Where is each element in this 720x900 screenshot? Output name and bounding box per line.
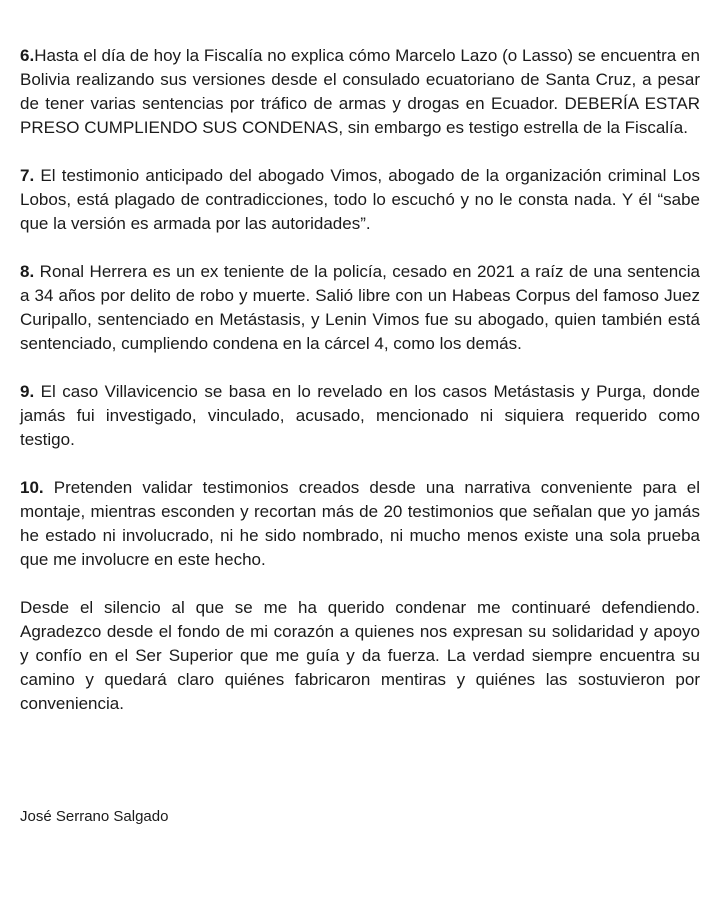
document-body [20, 44, 700, 740]
paragraph-text: Hasta el día de hoy la Fiscalía no explica cómo Marcelo Lazo (o Lasso) se encuentra en Bolivia realizando sus versiones desde el consulado ecuatoriano de Santa Cruz, a pesar de tener varias sentencias por tráfico de armas y drogas en Ecuador. DEBERÍA ESTAR PRESO CUMPLIENDO SUS CONDENAS, sin embargo es testigo estrella de la Fiscalía. [20, 46, 700, 137]
paragraph-6 [20, 44, 700, 140]
paragraph-text: Ronal Herrera es un ex teniente de la policía, cesado en 2021 a raíz de una sentencia a 34 años por delito de robo y muerte. Salió libre con un Habeas Corpus del famoso Juez Curipallo, sentenciado en Metástasis, y Lenin Vimos fue su abogado, quien también está sentenciado, cumpliendo condena en la cárcel 4, como los demás. [20, 262, 700, 353]
signature: José Serrano Salgado [20, 808, 169, 825]
paragraph-text: El caso Villavicencio se basa en lo revelado en los casos Metástasis y Purga, donde jamás fui investigado, vinculado, acusado, mencionado ni siquiera requerido como testigo. [20, 382, 700, 449]
paragraph-text: El testimonio anticipado del abogado Vimos, abogado de la organización criminal Los Lobos, está plagado de contradicciones, todo lo escuchó y no le consta nada. Y él “sabe que la versión es armada por las autoridades”. [20, 166, 700, 233]
closing-paragraph: Desde el silencio al que se me ha querido condenar me continuaré defendiendo. Agradezco desde el fondo de mi corazón a quienes nos expresan su solidaridad y apoyo y confío en el Ser Superior que me guía y da fuerza. La verdad siempre encuentra su camino y quedará claro quiénes fabricaron mentiras y quiénes las sostuvieron por conveniencia. [20, 598, 700, 713]
paragraph-9 [20, 380, 700, 452]
paragraph-10 [20, 476, 700, 572]
paragraph-8 [20, 260, 700, 356]
paragraph-number: 6. [20, 46, 35, 65]
paragraph-number: 9. [20, 382, 35, 401]
paragraph-number: 8. [20, 262, 35, 281]
paragraph-number: 7. [20, 166, 35, 185]
paragraph-7 [20, 164, 700, 236]
paragraph-text: Pretenden validar testimonios creados desde una narrativa conveniente para el montaje, mientras esconden y recortan más de 20 testimonios que señalan que yo jamás he estado ni involucrado, ni he sido nombrado, ni mucho menos existe una sola prueba que me involucre en este hecho. [20, 478, 700, 569]
paragraph-number: 10. [20, 478, 44, 497]
